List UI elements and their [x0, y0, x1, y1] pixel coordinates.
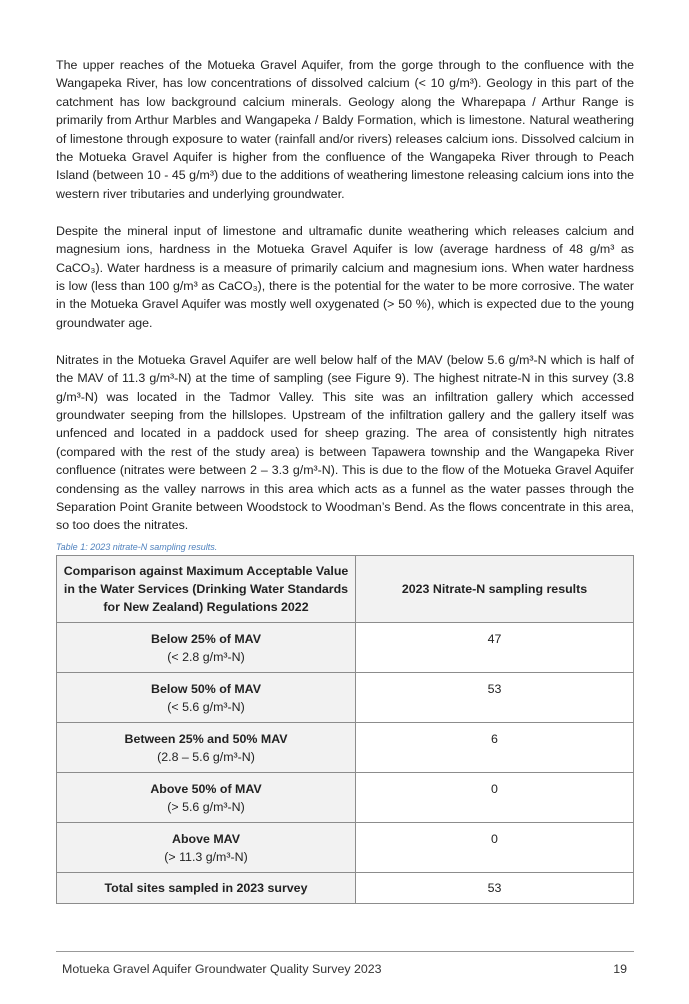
table-header-row: [57, 556, 634, 623]
category-label: Above MAV: [172, 832, 240, 846]
nitrate-results-table: [56, 555, 634, 904]
table-total-row: [57, 873, 634, 904]
row-value: 53: [356, 673, 634, 723]
row-category: [57, 723, 356, 773]
table-row: [57, 723, 634, 773]
footer-title: Motueka Gravel Aquifer Groundwater Quality Survey 2023: [62, 962, 382, 976]
row-category: [57, 623, 356, 673]
row-value: 47: [356, 623, 634, 673]
table-row: [57, 773, 634, 823]
header-comparison: Comparison against Maximum Acceptable Value in the Water Services (Drinking Water Standards for New Zealand) Regulations 2022: [57, 556, 356, 623]
category-label: Below 25% of MAV: [151, 632, 261, 646]
row-category: [57, 823, 356, 873]
row-category: [57, 773, 356, 823]
row-value: 0: [356, 773, 634, 823]
paragraph-hardness: Despite the mineral input of limestone and ultramafic dunite weathering which releases calcium and magnesium ions, hardness in the Motueka Gravel Aquifer is low (average hardness of 48 g/m³ as CaCO₃). Water hardness is a measure of primarily calcium and magnesium ions. When water hardness is low (less than 100 g/m³ as CaCO₃), there is the potential for the water to be more corrosive. The water in the Motueka Gravel Aquifer was mostly well oxygenated (> 50 %), which is expected due to the young groundwater age.: [56, 223, 634, 330]
table-row: [57, 823, 634, 873]
category-range: (> 5.6 g/m³-N): [167, 800, 245, 814]
table-row: [57, 673, 634, 723]
category-label: Between 25% and 50% MAV: [124, 732, 288, 746]
row-value: 0: [356, 823, 634, 873]
row-category: [57, 673, 356, 723]
body-text: [56, 56, 634, 535]
table-row: [57, 623, 634, 673]
paragraph-nitrates: Nitrates in the Motueka Gravel Aquifer are well below half of the MAV (below 5.6 g/m³-N which is half of the MAV of 11.3 g/m³-N) at the time of sampling (see Figure 9). The highest nitrate-N in this survey (3.8 g/m³-N) was located in the Tadmor Valley. This site was an infiltration gallery which accessed groundwater seeping from the hillslopes. Upstream of the infiltration gallery and the gallery itself was unfenced and located in a paddock used for sheep grazing. The area of consistently high nitrates (compared with the rest of the study area) is between Tapawera township and the Wangapeka River confluence (nitrates were between 2 – 3.3 g/m³-N). This is due to the flow of the Motueka Gravel Aquifer condensing as the valley narrows in this area which acts as a funnel as the water passes through the Separation Point Granite between Woodstock to Woodman’s Bend. As the flows concentrate in this area, so too does the nitrates.: [56, 352, 634, 533]
category-label: Below 50% of MAV: [151, 682, 261, 696]
paragraph-calcium: The upper reaches of the Motueka Gravel Aquifer, from the gorge through to the confluence with the Wangapeka River, has low concentrations of dissolved calcium (< 10 g/m³). Geology in this part of the catchment has low background calcium minerals. Geology along the Wharepapa / Arthur Range is primarily from Arthur Marbles and Wangapeka / Baldy Formation, which is limestone. Natural weathering of limestone through exposure to water (rainfall and/or rivers) releases calcium ions. Dissolved calcium in the Motueka Gravel Aquifer is higher from the confluence of the Wangapeka River through to Peach Island (between 10 - 45 g/m³) due to the additions of weathering limestone releasing calcium ions into the western river tributaries and underlying groundwater.: [56, 58, 634, 201]
category-range: (< 5.6 g/m³-N): [167, 700, 245, 714]
category-range: (2.8 – 5.6 g/m³-N): [157, 750, 255, 764]
header-results: 2023 Nitrate-N sampling results: [356, 556, 634, 623]
row-value: 6: [356, 723, 634, 773]
category-range: (< 2.8 g/m³-N): [167, 650, 245, 664]
category-range: (> 11.3 g/m³-N): [164, 850, 248, 864]
page-number: 19: [613, 962, 627, 976]
footer-rule: [56, 951, 634, 952]
table-caption: Table 1: 2023 nitrate-N sampling results.: [56, 542, 218, 552]
category-label: Above 50% of MAV: [150, 782, 262, 796]
total-value: 53: [356, 873, 634, 904]
total-label: Total sites sampled in 2023 survey: [57, 873, 356, 904]
